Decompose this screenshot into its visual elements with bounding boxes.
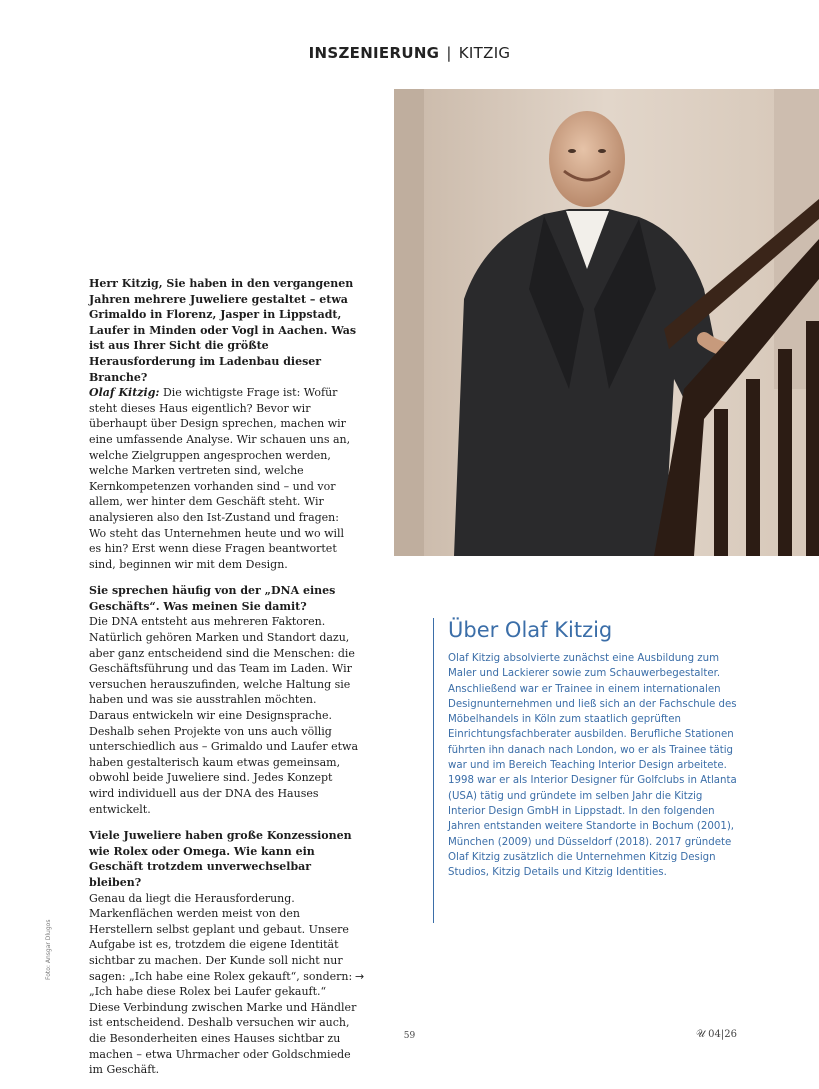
interview-question: Sie sprechen häufig von der „DNA eines Geschäfts“. Was meinen Sie damit?: [89, 584, 336, 613]
portrait-illustration: [394, 89, 819, 556]
interview-answer: Die DNA entsteht aus mehreren Faktoren. Natürlich gehören Marken und Standort dazu, aber ganz entscheidend sind die Menschen: die Geschäftsführung und das Team im Laden. Wir versuchen herauszufinden, welche Haltung sie haben und was sie ausstrahlen möchten. Daraus entwickeln wir eine Designsprache. Deshalb sehen Projekte von uns auch völlig unterschiedlich aus – Grimaldo und Laufer etwa haben gestalterisch kaum etwas gemeinsam, obwohl beide Juweliere sind. Jedes Konzept wird individuell aus der DNA des Hauses entwickelt.: [89, 615, 359, 816]
photo-credit: Foto: Ansgar Dlugos: [45, 919, 52, 980]
portrait-photo: [394, 89, 819, 556]
interview-answer: Genau da liegt die Herausforderung. Markenflächen werden meist von den Herstellern selbst geplant und gebaut. Unsere Aufgabe ist es, trotzdem die eigene Identität sichtbar zu machen. Der Kunde soll nicht nur sagen: „Ich habe eine Rolex gekauft“, sondern: „Ich habe diese Rolex bei Laufer gekauft.“ Diese Verbindung zwischen Marke und Händler ist entscheidend. Deshalb versuchen wir auch, die Besonderheiten eines Hauses sichtbar zu machen – etwa Uhrmacher oder Goldschmiede im Geschäft.: [89, 891, 357, 1077]
about-box: [433, 618, 738, 923]
interview-question: Herr Kitzig, Sie haben in den vergangenen Jahren mehrere Juweliere gestaltet – etwa Grimaldo in Florenz, Jasper in Lippstadt, Laufer in Minden oder Vogl in Aachen. Was ist aus Ihrer Sicht die größte Herausforderung im Ladenbau dieser Branche?: [89, 277, 357, 384]
interview-block: [89, 583, 359, 817]
issue-label: 𝒰 04|26: [696, 1029, 737, 1040]
interview-question: Viele Juweliere haben große Konzessionen wie Rolex oder Omega. Wie kann ein Geschäft trotzdem unverwechselbar bleiben?: [89, 829, 352, 889]
speaker-name: Olaf Kitzig:: [89, 386, 160, 400]
about-text: Olaf Kitzig absolvierte zunächst eine Ausbildung zum Maler und Lackierer sowie zum Schauwerbegestalter. Anschließend war er Trainee in einem internationalen Designunternehmen und ließ sich an der Fachschule des Möbelhandels in Köln zum staatlich geprüften Einrichtungsfachberater ausbilden. Berufliche Stationen führten ihn danach nach London, wo er als Trainee tätig war und im Bereich Teaching Interior Design arbeitete. 1998 war er als Interior Designer für Golfclubs in Atlanta (USA) tätig und gründete im selben Jahr die Kitzig Interior Design GmbH in Lippstadt. In den folgenden Jahren entstanden weitere Standorte in Bochum (2001), München (2009) und Düsseldorf (2018). 2017 gründete Olaf Kitzig zusätzlich die Unternehmen Kitzig Design Studios, Kitzig Details und Kitzig Identities.: [448, 653, 737, 879]
page-number: 59: [403, 1031, 416, 1041]
about-title: Über Olaf Kitzig: [448, 618, 613, 642]
interview-answer: Die wichtigste Frage ist: Wofür steht dieses Haus eigentlich? Bevor wir überhaupt über Design sprechen, machen wir eine umfassende Analyse. Wir schauen uns an, welche Zielgruppen angesprochen werden, welche Marken vertreten sind, welche Kernkompetenzen vorhanden sind – und vor allem, wer hinter dem Geschäft steht. Wir analysieren also den Ist-Zustand und fragen: Wo steht das Unternehmen heute und wo will es hin? Erst wenn diese Fragen beantwortet sind, beginnen wir mit dem Design.: [89, 386, 351, 571]
interview-block: [89, 276, 359, 572]
subject-label: KITZIG: [458, 44, 511, 62]
interview-column: [89, 276, 359, 1089]
continue-arrow-icon: →: [355, 970, 365, 983]
page-header: [0, 44, 819, 62]
header-separator: |: [446, 44, 452, 62]
section-label: INSZENIERUNG: [308, 44, 440, 62]
